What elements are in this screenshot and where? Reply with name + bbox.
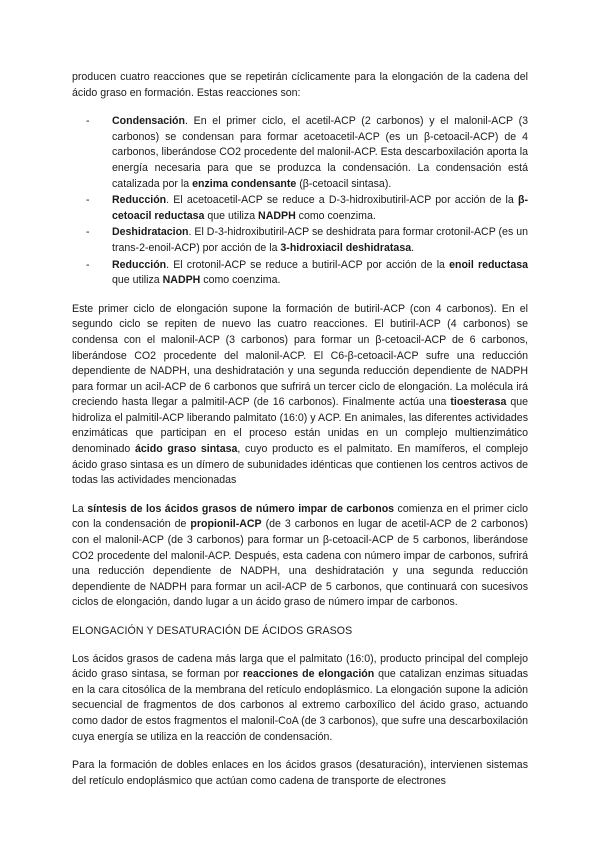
dash-bullet: - (86, 226, 90, 239)
list-item-text: Deshidratacion. El D-3-hidroxibutiril-ACP se deshidrata para formar crotonil-ACP (es un trans-2-enoil-ACP) por acción de la 3-hidroxiacil deshidratasa. (112, 226, 528, 254)
bold-term: NADPH (162, 274, 201, 287)
bold-term: Deshidratacion (112, 226, 189, 239)
bold-term: propionil-ACP (190, 518, 262, 531)
bold-term: reacciones de elongación (242, 668, 375, 681)
bold-term: tioesterasa (450, 396, 507, 409)
bold-term: enzima condensante (192, 177, 297, 190)
paragraph-elongation-cycle: Este primer ciclo de elongación supone la formación de butiril-ACP (con 4 carbonos). En el segundo ciclo se repiten de nuevo las cuatro reacciones. El butiril-ACP (4 carbonos) se condensa con el malonil-ACP (3 carbonos) para formar un β-cetoacil-ACP de 6 carbonos, liberándose CO2 procedente del malonil-ACP. El C6-β-cetoacil-ACP sufre una reducción dependiente de NADPH, una deshidratación y una segunda reducción dependiente de NADPH para formar un acil-ACP de 6 carbonos que sufrirá un tercer ciclo de elongación. La molécula irá creciendo hasta llegar a palmitil-ACP (de 16 carbonos). Finalmente actúa una tioesterasa que hidroliza el palmitil-ACP liberando palmitato (16:0) y ACP. En animales, las diferentes actividades enzimáticas que participan en el proceso están unidas en un complejo multienzimático denominado ácido graso sintasa, cuyo producto es el palmitato. En mamíferos, el complejo ácido graso sintasa es un dímero de subunidades idénticas que contienen los centros activos de todas las actividades mencionadas (72, 302, 528, 487)
reaction-list (72, 114, 528, 289)
dash-bullet: - (86, 258, 90, 271)
paragraph-elongation: Los ácidos grasos de cadena más larga que el palmitato (16:0), producto principal del complejo ácido graso sintasa, se forman por reacciones de elongación que catalizan enzimas situadas en la cara citosólica de la membrana del retículo endoplásmico. La elongación supone la adición secuencial de fragmentos de dos carbonos al extremo carboxílico del ácido graso, actuando como dador de estos fragmentos el malonil-CoA (de 3 carbonos), que sufre una descarboxilación cuya energía se utiliza en la reacción de condensación. (72, 652, 529, 743)
bold-term: ácido graso sintasa (135, 443, 238, 456)
list-item-text: Reducción. El acetoacetil-ACP se reduce a D-3-hidroxibutiril-ACP por acción de la β-cetoacil reductasa que utiliza NADPH como coenzima. (112, 194, 528, 222)
list-item-condensacion (72, 114, 528, 192)
paragraph-intro: producen cuatro reacciones que se repetirán cíclicamente para la elongación de la cadena del ácido graso en formación. Estas reacciones son: (72, 71, 528, 99)
section-heading: ELONGACIÓN Y DESATURACIÓN DE ÁCIDOS GRASOS (72, 625, 353, 637)
bold-term: enoil reductasa (449, 258, 528, 271)
bold-term: NADPH (258, 209, 296, 222)
list-item-reduccion-1 (72, 193, 528, 224)
bold-term: Reducción (112, 258, 167, 271)
bold-term: síntesis de los ácidos grasos de número impar de carbonos (87, 502, 395, 515)
list-item-text: Reducción. El crotonil-ACP se reduce a butiril-ACP por acción de la enoil reductasa que utiliza NADPH como coenzima. (112, 258, 528, 287)
bold-term: Reducción (112, 194, 167, 207)
dash-bullet: - (86, 115, 90, 128)
dash-bullet: - (86, 194, 90, 207)
list-item-reduccion-2 (72, 258, 528, 289)
bold-term: β-cetoacil reductasa (112, 194, 528, 222)
bold-term: Condensación (112, 115, 185, 128)
list-item-deshidratacion (72, 225, 528, 256)
paragraph-odd-chain-synthesis: La síntesis de los ácidos grasos de número impar de carbonos comienza en el primer ciclo con la condensación de propionil-ACP (de 3 carbonos en lugar de acetil-ACP de 2 carbonos) con el malonil-ACP (de 3 carbonos) para formar un β-cetoacil-ACP de 5 carbonos, liberándose CO2 procedente del malonil-ACP. Después, esta cadena con número impar de carbonos, sufrirá una reducción dependiente de NADPH, una deshidratación y una segunda reducción dependiente de NADPH para formar un acil-ACP de 5 carbonos, que continuará con sucesivos ciclos de elongación, dando lugar a un ácido graso de número impar de carbonos. (72, 502, 529, 609)
paragraph-desaturation: Para la formación de dobles enlaces en los ácidos grasos (desaturación), intervienen sistemas del retículo endoplásmico que actúan como cadena de transporte de electrones (72, 759, 528, 787)
list-item-text: Condensación. En el primer ciclo, el acetil-ACP (2 carbonos) y el malonil-ACP (3 carbonos) se condensan para formar acetoacetil-ACP (es un β-cetoacil-ACP) de 4 carbonos, liberándose CO2 procedente del malonil-ACP. Esta descarboxilación aporta la energía necesaria para que se produzca la condensación. La condensación está catalizada por la enzima condensante (β-cetoacil sintasa). (112, 115, 528, 190)
bold-term: 3-hidroxiacil deshidratasa (280, 241, 412, 254)
